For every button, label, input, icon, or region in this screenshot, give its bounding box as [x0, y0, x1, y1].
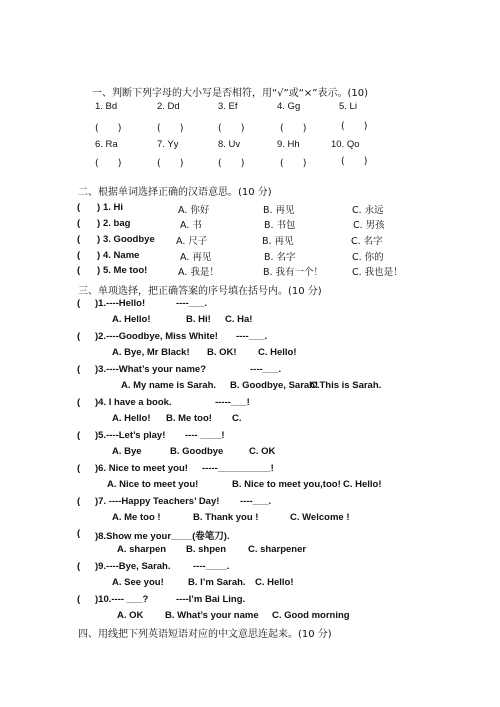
option-b: B. Goodbye, Sarah!: [230, 380, 319, 391]
question-stem: )9.----Bye, Sarah.: [95, 561, 171, 572]
question-blank: ----___.: [176, 298, 208, 309]
option-b: B. Me too!: [166, 413, 212, 424]
question-stem: )6. Nice to meet you!: [95, 463, 188, 474]
option-b: B. shpen: [186, 544, 227, 555]
answer-paren[interactable]: (: [77, 594, 81, 605]
answer-paren-close: ): [97, 202, 101, 213]
option-b: B. 书包: [264, 220, 296, 231]
answer-paren[interactable]: ( ): [218, 123, 245, 134]
answer-paren[interactable]: ( ): [95, 123, 122, 134]
word: 3. Goodbye: [103, 234, 155, 245]
letter-item: 5. Li: [339, 101, 357, 112]
question-stem: )8.Show me your____(卷笔刀).: [95, 531, 230, 542]
question-stem: )2.----Goodbye, Miss White!: [95, 331, 218, 342]
question-blank: ----___.: [240, 496, 272, 507]
question-stem: )4. I have a book.: [95, 397, 172, 408]
section2-heading: 二、根据单词选择正确的汉语意思。(10 分): [78, 187, 272, 198]
question-blank: -----__________!: [202, 463, 274, 474]
option-a: A. Bye: [112, 446, 142, 457]
option-b: B. 再见: [262, 236, 294, 247]
question-stem: )10.---- ___?: [95, 594, 149, 605]
option-a: A. 你好: [178, 205, 210, 216]
answer-paren[interactable]: (: [77, 234, 81, 245]
option-c: C. 永远: [352, 205, 384, 216]
question-blank: ----___.: [236, 331, 268, 342]
option-c: C. 你的: [352, 252, 384, 263]
letter-item: 4. Gg: [277, 101, 301, 112]
answer-paren[interactable]: ( ): [341, 121, 368, 132]
letter-item: 8. Uv: [218, 139, 241, 150]
answer-paren-close: ): [97, 234, 101, 245]
option-b: B. Nice to meet you,too!: [232, 479, 341, 490]
section4-heading: 四、用线把下列英语短语对应的中文意思连起来。(10 分): [78, 629, 332, 640]
answer-paren[interactable]: (: [77, 397, 81, 408]
answer-paren[interactable]: ( ): [157, 158, 184, 169]
option-c: C. sharpener: [248, 544, 307, 555]
option-a: A. Hello!: [112, 314, 151, 325]
option-a: A. OK: [117, 610, 144, 621]
answer-paren[interactable]: ( ): [95, 158, 122, 169]
answer-paren-close: ): [97, 250, 101, 261]
question-stem: )7. ----Happy Teachers’ Day!: [95, 496, 220, 507]
answer-paren[interactable]: ( ): [280, 123, 307, 134]
option-b: B. What’s your name: [165, 610, 259, 621]
word: 1. Hi: [103, 202, 124, 213]
option-a: A. Me too !: [112, 512, 161, 523]
answer-paren[interactable]: (: [77, 202, 81, 213]
letter-item: 6. Ra: [95, 139, 118, 150]
option-c: C.This is Sarah.: [310, 380, 382, 391]
answer-paren[interactable]: ( ): [341, 156, 368, 167]
answer-paren-close: ): [97, 218, 101, 229]
option-a: A. 尺子: [176, 236, 208, 247]
answer-paren[interactable]: (: [77, 364, 81, 375]
letter-item: 2. Dd: [157, 101, 180, 112]
question-blank: ----___.: [250, 364, 282, 375]
option-c: C. Welcome !: [290, 512, 350, 523]
option-a: A. 书: [180, 220, 202, 231]
option-b: B. I’m Sarah.: [188, 577, 246, 588]
answer-paren[interactable]: ( ): [157, 123, 184, 134]
option-a: A. Bye, Mr Black!: [112, 347, 190, 358]
word: 2. bag: [103, 218, 131, 229]
option-c: C. Good morning: [272, 610, 350, 621]
option-c: C. 名字: [351, 236, 383, 247]
letter-item: 10. Qo: [331, 139, 360, 150]
word: 4. Name: [103, 250, 140, 261]
question-blank: ----____.: [193, 561, 230, 572]
option-a: A. Nice to meet you!: [107, 479, 199, 490]
option-b: B. 再见: [263, 205, 295, 216]
option-b: B. Thank you !: [193, 512, 259, 523]
option-a: A. My name is Sarah.: [121, 380, 217, 391]
question-stem: )5.----Let’s play!: [95, 430, 166, 441]
option-b: B. OK!: [207, 347, 237, 358]
answer-paren[interactable]: ( ): [218, 158, 245, 169]
option-c: C. Hello!: [258, 347, 297, 358]
letter-item: 7. Yy: [157, 139, 179, 150]
option-a: A. Hello!: [112, 413, 151, 424]
option-c: C. Hello!: [343, 479, 382, 490]
option-c: C.: [232, 413, 242, 424]
answer-paren[interactable]: (: [77, 250, 81, 261]
answer-paren[interactable]: (: [77, 528, 81, 539]
option-c: C. 男孩: [353, 220, 385, 231]
answer-paren[interactable]: (: [77, 218, 81, 229]
option-a: A. sharpen: [117, 544, 167, 555]
letter-item: 3. Ef: [218, 101, 238, 112]
answer-paren[interactable]: ( ): [280, 158, 307, 169]
word: 5. Me too!: [103, 265, 148, 276]
question-blank: ----I’m Bai Ling.: [176, 594, 246, 605]
question-blank: -----___!: [215, 397, 250, 408]
option-a: A. 再见: [180, 252, 212, 263]
option-b: B. Hi!: [186, 314, 211, 325]
question-blank: ---- ____!: [185, 430, 225, 441]
option-a: A. See you!: [112, 577, 164, 588]
option-b: B. 我有一个！: [263, 267, 324, 278]
section3-heading: 三、单项选择，把正确答案的序号填在括号内。(10 分): [78, 286, 322, 297]
question-stem: )3.----What’s your name?: [95, 364, 207, 375]
answer-paren[interactable]: (: [77, 463, 81, 474]
answer-paren-close: ): [97, 265, 101, 276]
answer-paren[interactable]: (: [77, 561, 81, 572]
question-stem: )1.----Hello!: [95, 298, 146, 309]
option-c: C. Hello!: [255, 577, 294, 588]
letter-item: 1. Bd: [95, 101, 118, 112]
answer-paren[interactable]: (: [77, 298, 81, 309]
answer-paren[interactable]: (: [77, 331, 81, 342]
option-b: B. 名字: [264, 252, 296, 263]
answer-paren[interactable]: (: [77, 265, 81, 276]
answer-paren[interactable]: (: [77, 430, 81, 441]
option-c: C. 我也是！: [352, 267, 403, 278]
option-c: C. OK: [249, 446, 276, 457]
option-c: C. Ha!: [225, 314, 253, 325]
letter-item: 9. Hh: [277, 139, 300, 150]
section1-heading: 一、判断下列字母的大小写是否相符，用“√”或“×”表示。(10): [92, 88, 369, 99]
option-b: B. Goodbye: [170, 446, 224, 457]
answer-paren[interactable]: (: [77, 496, 81, 507]
option-a: A. 我是！: [178, 267, 219, 278]
